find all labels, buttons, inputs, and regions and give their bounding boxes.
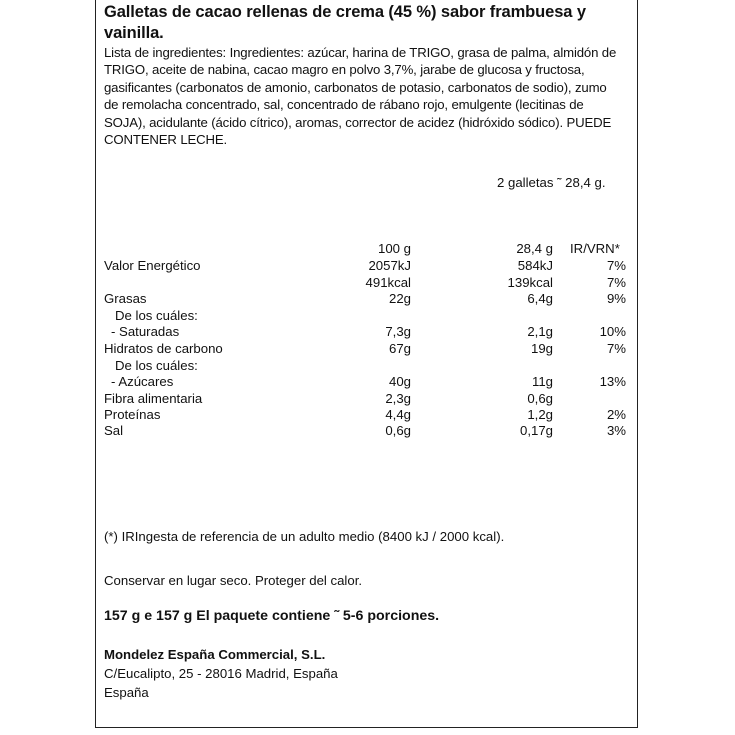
product-title: Galletas de cacao rellenas de crema (45 %) sabor frambuesa y vainilla. xyxy=(104,3,586,42)
header-per-serving: 28,4 g xyxy=(516,241,553,256)
ingredients-list: Lista de ingredientes: Ingredientes: azúcar, harina de TRIGO, grasa de palma, almidón de TRIGO, aceite de nabina, cacao magro en polvo 3,7%, jarabe de glucosa y fructosa, gasificantes (carbonatos de amonio, carbonatos de potasio, carbonatos de sodio), zumo de remolacha concentrado, sal, concentrado de rábano rojo, emulgente (lecitinas de SOJA), acidulante (ácido cítrico), aromas, corrector de acidez (hidróxido sódico). PUEDE CONTENER LECHE. xyxy=(104,45,617,148)
value-ri: 9% xyxy=(606,291,626,306)
nutrient-label: De los cuáles: xyxy=(115,358,198,373)
value-per100: 7,3g xyxy=(385,324,411,339)
nutrient-label: De los cuáles: xyxy=(115,308,198,323)
value-per-serving: 6,4g xyxy=(527,291,553,306)
value-per100: 67g xyxy=(388,341,411,356)
nutrient-label: - Saturadas xyxy=(111,324,180,339)
serving-size: 2 galletas ˜ 28,4 g. xyxy=(497,175,606,190)
nutrient-label: Proteínas xyxy=(104,407,161,422)
value-per-serving: 139kcal xyxy=(507,275,553,290)
nutrient-label: Valor Energético xyxy=(104,258,201,273)
value-per-serving: 0,6g xyxy=(527,391,553,406)
value-per100: 22g xyxy=(388,291,411,306)
nutrient-label: Sal xyxy=(104,423,124,438)
header-per100: 100 g xyxy=(377,241,411,256)
value-ri: 10% xyxy=(599,324,626,339)
header-ri: IR/VRN* xyxy=(570,241,620,256)
nutrient-label: Grasas xyxy=(104,291,147,306)
company-address: C/Eucalipto, 25 - 28016 Madrid, España xyxy=(104,666,338,681)
ri-footnote: (*) IRIngesta de referencia de un adulto medio (8400 kJ / 2000 kcal). xyxy=(104,529,505,544)
value-per-serving: 19g xyxy=(530,341,553,356)
value-per100: 40g xyxy=(388,374,411,389)
value-ri: 7% xyxy=(606,275,626,290)
package-note: 157 g e 157 g El paquete contiene ˜ 5-6 porciones. xyxy=(104,608,440,624)
value-ri: 13% xyxy=(599,374,626,389)
value-per-serving: 1,2g xyxy=(527,407,553,422)
value-per-serving: 584kJ xyxy=(517,258,553,273)
nutrient-label: Fibra alimentaria xyxy=(104,391,203,406)
value-per100: 0,6g xyxy=(385,423,411,438)
value-per-serving: 11g xyxy=(531,374,553,389)
value-per100: 2,3g xyxy=(385,391,411,406)
value-ri: 7% xyxy=(606,258,626,273)
value-per100: 4,4g xyxy=(385,407,411,422)
value-per-serving: 2,1g xyxy=(527,324,553,339)
value-per-serving: 0,17g xyxy=(519,423,553,438)
value-ri: 3% xyxy=(606,423,626,438)
storage-note: Conservar en lugar seco. Proteger del calor. xyxy=(104,573,363,588)
value-per100: 2057kJ xyxy=(368,258,411,273)
nutrient-label: - Azúcares xyxy=(111,374,174,389)
company-country: España xyxy=(104,685,149,700)
company-name: Mondelez España Commercial, S.L. xyxy=(104,647,326,662)
value-per100: 491kcal xyxy=(365,275,411,290)
value-ri: 2% xyxy=(606,407,626,422)
nutrient-label: Hidratos de carbono xyxy=(104,341,223,356)
value-ri: 7% xyxy=(606,341,626,356)
